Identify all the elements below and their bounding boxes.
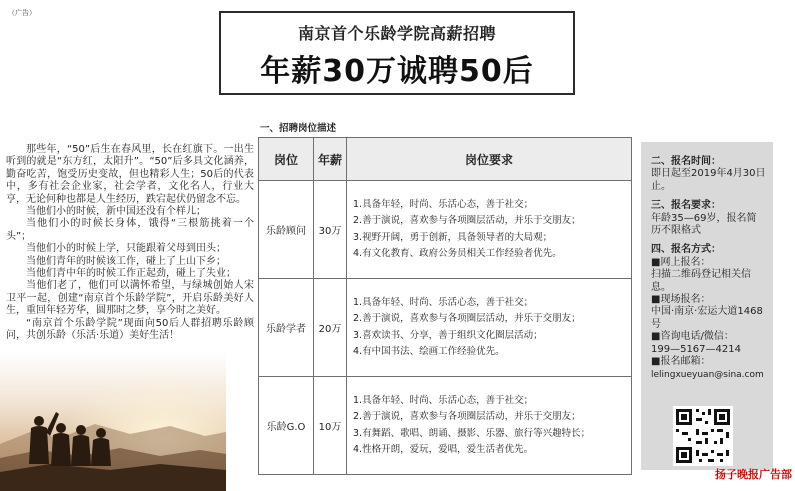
onsite-label: ■现场报名： <box>651 294 711 306</box>
requirement-item: 2.善于演说，喜欢参与各项圈层活动，并乐于交朋友； <box>353 313 581 324</box>
requirements-cell <box>347 377 632 475</box>
requirement-item: 2.善于演说，喜欢参与各项圈层活动，并乐于交朋友； <box>353 215 581 226</box>
requirement-text: 年龄35—69岁，报名简历不限格式 <box>651 212 757 237</box>
intro-paragraph: 当他们小的时候长身体，饿得“三根筋挑着一个头”； <box>6 218 254 242</box>
online-label: ■网上报名： <box>651 256 711 268</box>
header-position: 岗位 <box>259 138 314 181</box>
requirement-item: 1.具备年轻、时尚、乐活心态，善于社交； <box>353 296 534 308</box>
phone-label: ■咨询电话/微信： <box>651 331 734 343</box>
requirement-item: 3.视野开阔，勇于创新，具备领导者的大局观； <box>353 231 553 243</box>
requirement-item: 1.具备年轻，时尚、乐活心态，善于社交； <box>353 198 534 210</box>
salary-cell: 10万 <box>314 377 347 475</box>
time-heading: 二、报名时间： <box>651 156 721 167</box>
table-row <box>259 279 632 377</box>
table-header-row <box>259 138 632 181</box>
intro-paragraph: 当他们老了，他们可以满怀希望，与绿城创始人宋卫平一起，创建“南京首个乐龄学院”，开启乐龄美好人生，重回年轻芳华，圆那时之梦，享今时之美好。 <box>6 280 254 317</box>
intro-paragraph: 当他们青年的时候该工作，碰上了上山下乡； <box>26 255 226 267</box>
intro-paragraph: 当他们青中年的时候工作正起劲，碰上了失业； <box>26 268 236 280</box>
position-cell: 乐龄顾问 <box>259 181 314 279</box>
requirement-item: 4.有文化教育、政府公务员相关工作经验者优先。 <box>353 248 562 259</box>
requirement-item: 3.喜欢读书、分享，善于组织文化圈层活动； <box>353 329 543 341</box>
intro-paragraph: “南京首个乐龄学院”现面向50后人群招聘乐龄顾问，共创乐龄（乐活·乐道）美好生活！ <box>6 317 254 342</box>
title-box <box>219 11 575 95</box>
intro-paragraph: 当他们小的时候，新中国还没有个样儿； <box>26 206 206 218</box>
subtitle: 南京首个乐龄学院高薪招聘 <box>297 24 496 43</box>
method-heading: 四、报名方式： <box>651 244 721 256</box>
qr-code-art <box>673 406 733 466</box>
time-text: 即日起至2019年4月30日止。 <box>651 168 766 192</box>
email-label: ■报名邮箱： <box>651 356 711 368</box>
qr-code-icon <box>673 406 733 466</box>
position-cell: 乐龄学者 <box>259 279 314 377</box>
online-text: 扫描二维码登记相关信息。 <box>651 269 751 293</box>
job-table <box>258 137 632 475</box>
salary-cell: 20万 <box>314 279 347 377</box>
onsite-text: 中国·南京·宏运大道1468号 <box>651 306 763 330</box>
phone-number: 199—5167—4214 <box>651 343 741 355</box>
intro-paragraph: 那些年，“50”后生在春风里，长在红旗下。一出生听到的就是“东方红，太阳升”。“50”后多具文化涵养，勤奋吃苦，饱受历史变故，但也精彩人生；50后的代表中，多有社会企业家，社会学者，文化名人，行业大亨，无论何种也都是人生经历，跌宕起伏仍留念不忘。 <box>6 144 254 205</box>
sunset-group-photo <box>0 352 226 491</box>
requirement-item: 4.有中国书法、绘画工作经验优先。 <box>353 346 505 357</box>
sunset-photo-art <box>0 352 226 491</box>
requirements-cell <box>347 181 632 279</box>
requirement-item: 2.善于演说，喜欢参与各项圈层活动，并乐于交朋友； <box>353 411 581 422</box>
table-row <box>259 377 632 475</box>
requirement-heading: 三、报名要求： <box>651 200 721 212</box>
email-address: lelingxueyuan@sina.com <box>651 369 764 380</box>
requirement-item: 1.具备年轻、时尚、乐活心态，善于社交； <box>353 394 534 406</box>
salary-cell: 30万 <box>314 181 347 279</box>
requirement-item: 3.有舞蹈、歌唱、朗诵、摄影、乐器、旅行等兴趣特长； <box>353 427 591 439</box>
intro-text <box>6 144 254 343</box>
header-salary: 年薪 <box>314 138 347 181</box>
intro-paragraph: 当他们小的时候上学，只能跟着父母到田头； <box>26 243 226 255</box>
watermark: 扬子晚报广告部 <box>715 468 792 481</box>
requirement-item: 4.性格开朗，爱玩，爱唱，爱生活者优先。 <box>353 444 534 455</box>
requirements-cell <box>347 279 632 377</box>
ad-tag: （广告） <box>8 9 36 17</box>
headline: 年薪30万诚聘50后 <box>260 54 534 89</box>
section-title: 一、招聘岗位描述 <box>260 123 337 134</box>
position-cell: 乐龄G.O <box>259 377 314 475</box>
header-requirements: 岗位要求 <box>347 138 632 181</box>
table-row <box>259 181 632 279</box>
registration-panel <box>641 142 773 470</box>
